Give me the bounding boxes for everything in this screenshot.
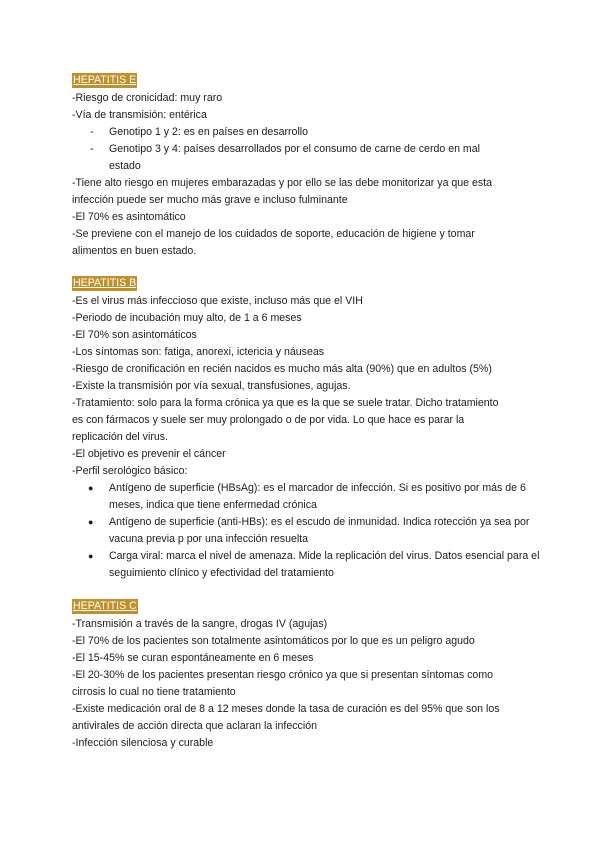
text-line: -Existe la transmisión por vía sexual, transfusiones, agujas. <box>72 380 351 392</box>
section-hepatitis-b <box>72 275 542 582</box>
dash-marker: - <box>90 143 94 155</box>
bullet-icon: ● <box>88 551 94 561</box>
text-line: -Se previene con el manejo de los cuidados de soporte, educación de higiene y tomar <box>72 228 475 240</box>
list-item <box>72 548 542 582</box>
text-line: -Infección silenciosa y curable <box>72 737 214 749</box>
text-line: -Perfil serológico básico: <box>72 465 188 477</box>
text-line: -Tratamiento: solo para la forma crónica ya que es la que se suele tratar. Dicho tratamiento <box>72 397 499 409</box>
text-line: -Tiene alto riesgo en mujeres embarazadas y por ello se las debe monitorizar ya que esta <box>72 177 493 189</box>
text-line: -Vía de transmisión: entérica <box>72 109 207 121</box>
text-line: cirrosis lo cual no tiene tratamiento <box>72 686 236 698</box>
list-item-text: Genotipo 3 y 4: países desarrollados por el consumo de carne de cerdo en mal estado <box>109 143 480 172</box>
text-line: -Los síntomas son: fatiga, anorexi, ictericia y náuseas <box>72 346 325 358</box>
text-line: infección puede ser mucho más grave e incluso fulminante <box>72 194 348 206</box>
section-heading-hepatitis-e: HEPATITIS E <box>73 74 137 86</box>
dash-marker: - <box>90 126 94 138</box>
text-line: -El 70% es asintomático <box>72 211 186 223</box>
text-line: -El 70% son asintomáticos <box>72 329 197 341</box>
text-line: -Periodo de incubación muy alto, de 1 a 6 meses <box>72 312 302 324</box>
list-item <box>72 141 499 175</box>
list-item-text: Antígeno de superficie (anti-HBs): es el escudo de inmunidad. Indica rotección ya sea por vacuna previa p por una infección resuelta <box>109 516 530 545</box>
text-line: -Riesgo de cronificación en recién nacidos es mucho más alta (90%) que en adultos (5%) <box>72 363 492 375</box>
list-item-text: Carga viral: marca el nivel de amenaza. Mide la replicación del virus. Datos esencial para el seguimiento clínico y efectividad del tratamiento <box>109 550 540 579</box>
text-line: -El 20-30% de los pacientes presentan riesgo crónico ya que si presentan síntomas como <box>72 669 494 681</box>
text-line: replicación del virus. <box>72 431 168 443</box>
list-item <box>72 124 542 141</box>
text-line: -Transmisión a través de la sangre, drogas IV (agujas) <box>72 618 328 630</box>
bullet-icon: ● <box>88 517 94 527</box>
list-item-text: Genotipo 1 y 2: es en países en desarrollo <box>109 126 309 138</box>
text-line: -El 70% de los pacientes son totalmente asintomáticos por lo que es un peligro agudo <box>72 635 475 647</box>
text-line: -El 15-45% se curan espontáneamente en 6 meses <box>72 652 314 664</box>
section-heading-hepatitis-b: HEPATITIS B <box>73 277 137 289</box>
section-heading-hepatitis-c: HEPATITIS C <box>73 600 137 612</box>
section-hepatitis-c <box>72 598 542 752</box>
list-item <box>72 514 542 548</box>
text-line: -Riesgo de cronicidad: muy raro <box>72 92 223 104</box>
text-line: -Existe medicación oral de 8 a 12 meses donde la tasa de curación es del 95% que son los <box>72 703 500 715</box>
text-line: antivirales de acción directa que aclaran la infección <box>72 720 317 732</box>
list-item <box>72 480 542 514</box>
text-line: es con fármacos y suele ser muy prolongado o de por vida. Lo que hace es parar la <box>72 414 465 426</box>
bullet-icon: ● <box>88 483 94 493</box>
text-line: -El objetivo es prevenir el cáncer <box>72 448 226 460</box>
text-line: alimentos en buen estado. <box>72 245 197 257</box>
list-item-text: Antígeno de superficie (HBsAg): es el marcador de infección. Si es positivo por más de 6 meses, indica que tiene enfermedad crónica <box>109 482 526 511</box>
section-hepatitis-e <box>72 72 542 260</box>
text-line: -Es el virus más infeccioso que existe, incluso más que el VIH <box>72 295 363 307</box>
